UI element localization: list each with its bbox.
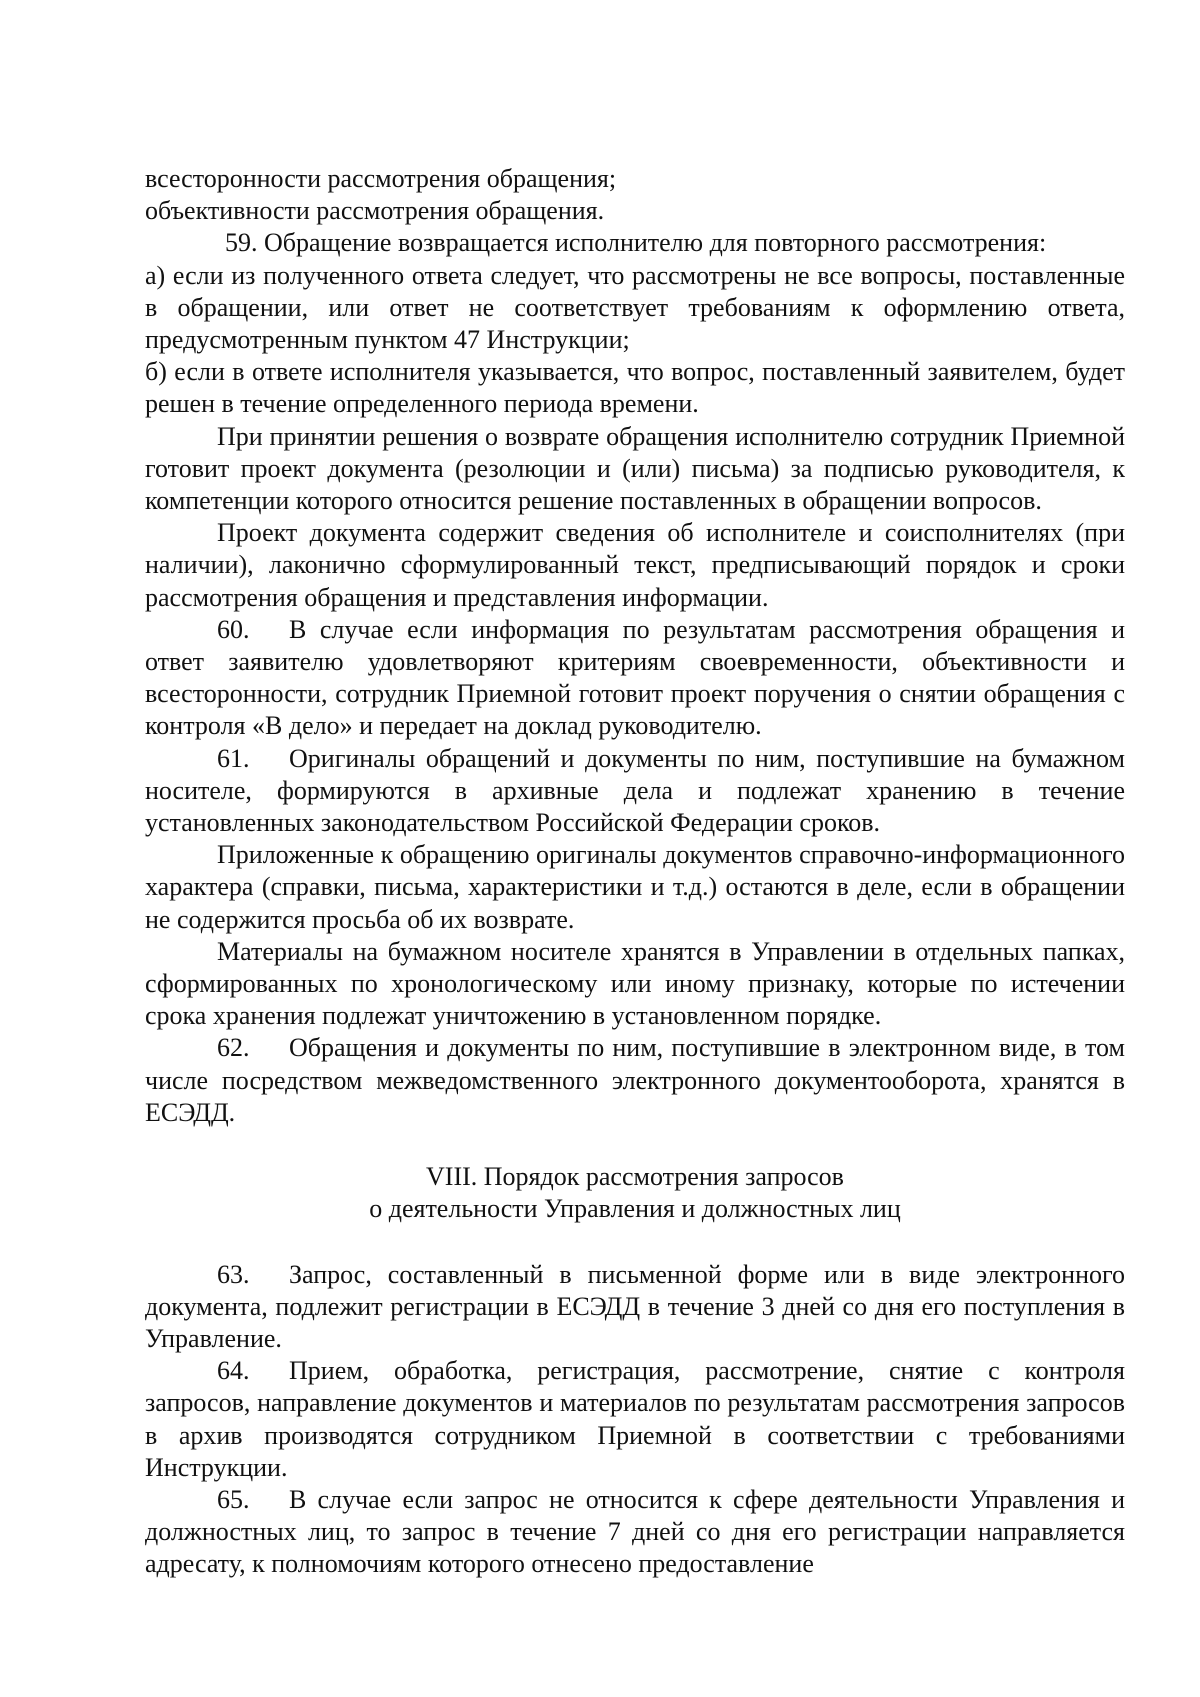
paragraph-item-64 [145,1355,1125,1484]
item-number: 65. [217,1484,250,1514]
item-text: Оригиналы обращений и документы по ним, поступившие на бумажном носителе, формируются в архивные дела и подлежат хранению в течение установленных законодательством Российской Федерации сроков. [145,743,1125,838]
section-heading-line-2: о деятельности Управления и должностных лиц [369,1194,901,1224]
paragraph-item-62 [145,1032,1125,1129]
paragraph-item-60 [145,614,1125,743]
item-number: 63. [217,1259,250,1289]
paragraph-item-59-b: б) если в ответе исполнителя указывается, что вопрос, поставленный заявителем, будет решен в течение определенного периода времени. [145,357,1125,419]
item-text: В случае если запрос не относится к сфере деятельности Управления и должностных лиц, то запрос в течение 7 дней со дня его регистрации направляется адресату, к полномочиям которого отнесено предоставление [145,1484,1125,1579]
paragraph-return-decision: При принятии решения о возврате обращения исполнителю сотрудник Приемной готовит проект документа (резолюции и (или) письма) за подписью руководителя, к компетенции которого относится решение поставленных в обращении вопросов. [145,421,1125,516]
paragraph-item-63 [145,1259,1125,1356]
paragraph-draft-document: Проект документа содержит сведения об исполнителе и соисполнителях (при наличии), лаконично сформулированный текст, предписывающий порядок и сроки рассмотрения обращения и представления информации. [145,518,1125,612]
paragraph-item-59: 59. Обращение возвращается исполнителю для повторного рассмотрения: [225,228,1047,258]
paragraph-item-59-a: а) если из полученного ответа следует, что рассмотрены не все вопросы, поставленные в обращении, или ответ не соответствует требованиям к оформлению ответа, предусмотренным пунктом 47 Инструкции; [145,260,1125,355]
item-number: 62. [217,1033,250,1063]
item-text: В случае если информация по результатам рассмотрения обращения и ответ заявителю удовлетворяют критериям своевременности, объективности и всесторонности, сотрудник Приемной готовит проект поручения о снятии обращения с контроля «В дело» и передает на доклад руководителю. [145,614,1125,741]
item-number: 60. [217,614,250,644]
paragraph-item-61 [145,743,1125,840]
paragraph-paper-materials: Материалы на бумажном носителе хранятся в Управлении в отдельных папках, сформированных по хронологическому или иному признаку, которые по истечении срока хранения подлежат уничтожению в установленном порядке. [145,936,1125,1031]
paragraph-objectivity: объективности рассмотрения обращения. [145,196,605,226]
item-text: Прием, обработка, регистрация, рассмотрение, снятие с контроля запросов, направление документов и материалов по результатам рассмотрения запросов в архив производятся сотрудником Приемной в соответствии с требованиями Инструкции. [145,1356,1125,1482]
paragraph-item-65 [145,1484,1125,1581]
section-heading-line-1: VIII. Порядок рассмотрения запросов [426,1162,844,1192]
section-heading [145,1161,1125,1225]
item-text: Обращения и документы по ним, поступившие в электронном виде, в том числе посредством межведомственного электронного документооборота, хранятся в ЕСЭДД. [145,1033,1125,1127]
item-text: Запрос, составленный в письменной форме или в виде электронного документа, подлежит регистрации в ЕСЭДД в течение 3 дней со дня его поступления в Управление. [145,1259,1125,1353]
paragraph-comprehensiveness: всесторонности рассмотрения обращения; [145,164,617,193]
item-number: 64. [217,1356,250,1386]
document-body [145,163,1125,1581]
paragraph-attached-originals: Приложенные к обращению оригиналы документов справочно-информационного характера (справки, письма, характеристики и т.д.) остаются в деле, если в обращении не содержится просьба об их возврате. [145,840,1125,934]
item-number: 61. [217,743,250,773]
